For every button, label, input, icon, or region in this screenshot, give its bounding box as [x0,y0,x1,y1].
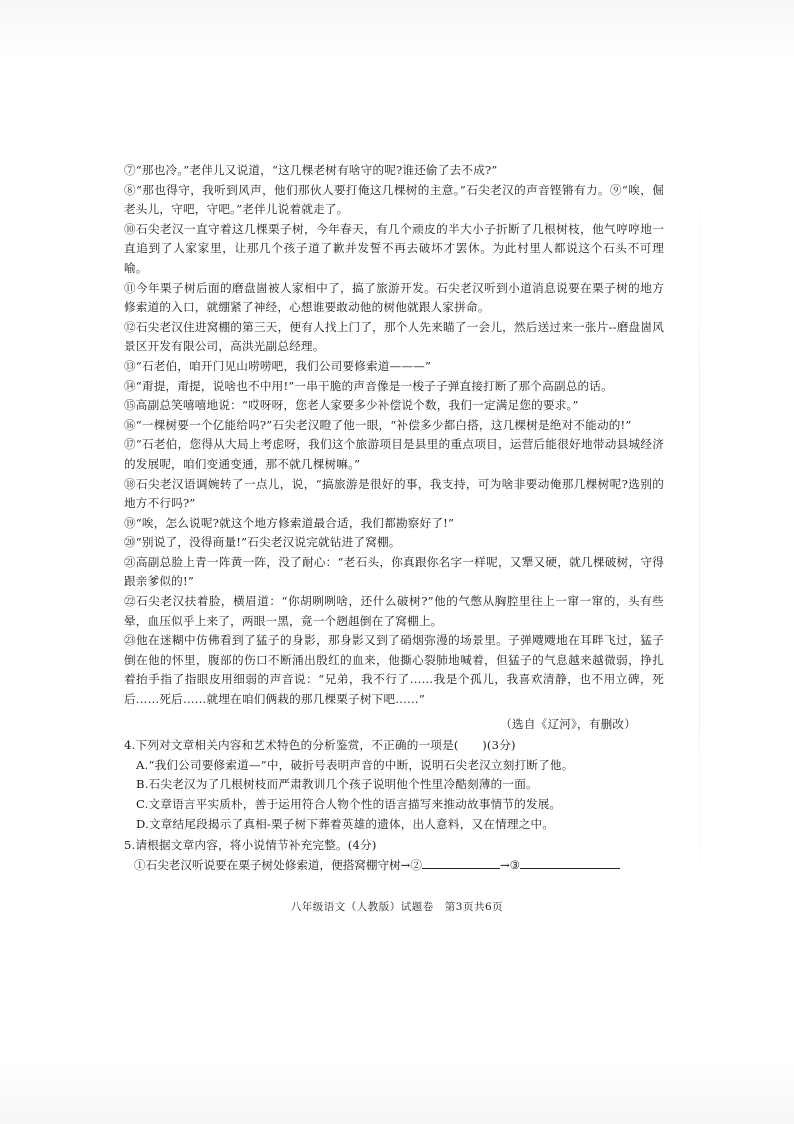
question-5 [124,836,664,875]
question-4-option-c: C.文章语言平实质朴，善于运用符合人物个性的语言描写来推动故事情节的发展。 [136,797,562,811]
passage-paragraph-22: ㉒石尖老汉扶着脸，横眉道：“你胡咧咧啥，还什么破树?”他的气憋从胸腔里往上一窜一窜的，头有些晕，血压似乎上来了，两眼一黑，竟一个趔趄倒在了窝棚上。 [124,594,664,628]
passage-paragraph-23: ㉓他在迷糊中仿佛看到了猛子的身影，那身影又到了硝烟弥漫的场景里。子弹飕飕地在耳畔飞过，猛子倒在他的怀里，腹部的伤口不断涌出殷红的血来，他撕心裂肺地喊着，但猛子的气息越来越微弱，挣扎着抬手指了指眼皮用细弱的声音说：“兄弟，我不行了……我是个孤儿，我喜欢清静，也不用立碑，死后……死后……就埋在咱们俩栽的那几棵栗子树下吧……” [124,633,664,707]
passage-paragraph-20: ⑳“别说了，没得商量!”石尖老汉说完就钻进了窝棚。 [124,535,401,550]
passage-paragraph-13: ⑬“石老伯，咱开门见山唠唠吧，我们公司要修索道———” [124,358,432,373]
passage-paragraph-18: ⑱石尖老汉语调婉转了一点儿，说，“搞旅游是很好的事，我支持，可为啥非要动俺那几棵树呢?选别的地方不行吗?” [124,476,664,511]
exam-page-content [124,161,664,875]
reading-passage [124,161,664,710]
passage-source: （选自《辽河》，有删改） [500,716,636,731]
question-4-option-d: D.文章结尾段揭示了真相-栗子树下葬着英雄的遗体，出人意料，又在情理之中。 [136,816,555,831]
question-5-stem: 5.请根据文章内容，将小说情节补充完整。(4分) [124,838,377,853]
question-4 [124,736,664,834]
passage-paragraph-8: ⑧“那也得守，我听到风声，他们那伙人要打俺这几棵树的主意。”石尖老汉的声音铿锵有力。⑨“唉，倔老头儿，守吧，守吧。”老伴儿说着就走了。 [124,182,664,217]
plot-step-3-blank[interactable] [520,856,620,869]
passage-paragraph-10: ⑩石尖老汉一直守着这几棵栗子树，今年春天，有几个顽皮的半大小子折断了几根树枝，他气哼哼地一直追到了人家家里，让那几个孩子道了歉并发誓不再去破坏才罢休。为此村里人都说这个石头不可理喻。 [124,221,664,275]
passage-paragraph-16: ⑯“一棵树要一个亿能给吗?”石尖老汉瞪了他一眼，“补偿多少都白搭，这几棵树是绝对不能动的!” [124,417,632,432]
passage-paragraph-7: ⑦“那也冷。”老伴儿又说道，“这几棵老树有啥守的呢?谁还偷了去不成?” [124,163,498,177]
question-4-option-a: A.“我们公司要修索道—”中，破折号表明声音的中断，说明石尖老汉立刻打断了他。 [136,757,574,772]
plot-arrow: →③ [499,857,521,872]
question-4-option-b: B.石尖老汉为了几根树枝而严肃教训几个孩子说明他个性里冷酷刻薄的一面。 [136,777,538,792]
page-footer: 八年级语文（人教版）试题卷 第3页共6页 [290,901,504,913]
plot-step-1: ①石尖老汉听说要在栗子树处修索道，便搭窝棚守树→② [134,857,422,872]
passage-paragraph-21: ㉑高副总脸上青一阵黄一阵，没了耐心：“老石头，你真跟你名字一样呢，又犟又硬，就几棵破树，守得跟亲爹似的!” [124,554,664,589]
passage-paragraph-15: ⑮高副总笑嘻嘻地说：“哎呀呀，您老人家要多少补偿说个数，我们一定满足您的要求。” [124,398,579,413]
passage-paragraph-19: ⑲“唉，怎么说呢?就这个地方修索道最合适，我们都勘察好了!” [124,515,455,530]
plot-step-2-blank[interactable] [422,856,500,869]
question-4-stem: 4.下列对文章相关内容和艺术特色的分析鉴赏，不正确的一项是( )(3分) [124,738,516,753]
passage-paragraph-11: ⑪今年栗子树后面的磨盘崮被人家相中了，搞了旅游开发。石尖老汉听到小道消息说要在栗子树的地方修索道的入口，就绷紧了神经，心想谁要敢动他的树他就跟人家拼命。 [124,280,664,315]
passage-paragraph-12: ⑫石尖老汉住进窝棚的第三天，便有人找上门了，那个人先来瞄了一会儿，然后送过来一张片--磨盘崮风景区开发有限公司，高洪光副总经理。 [124,319,664,354]
passage-paragraph-14: ⑭“甭提，甭提，说啥也不中用!”一串干脆的声音像是一梭子子弹直接打断了那个高副总的话。 [124,378,613,393]
passage-paragraph-17: ⑰“石老伯，您得从大局上考虑呀，我们这个旅游项目是县里的重点项目，运营后能很好地带动县城经济的发展呢，咱们变通变通，那不就几棵树嘛。” [124,437,664,471]
question-5-plot-chain [124,856,664,876]
scan-fold-shadow [699,140,700,920]
